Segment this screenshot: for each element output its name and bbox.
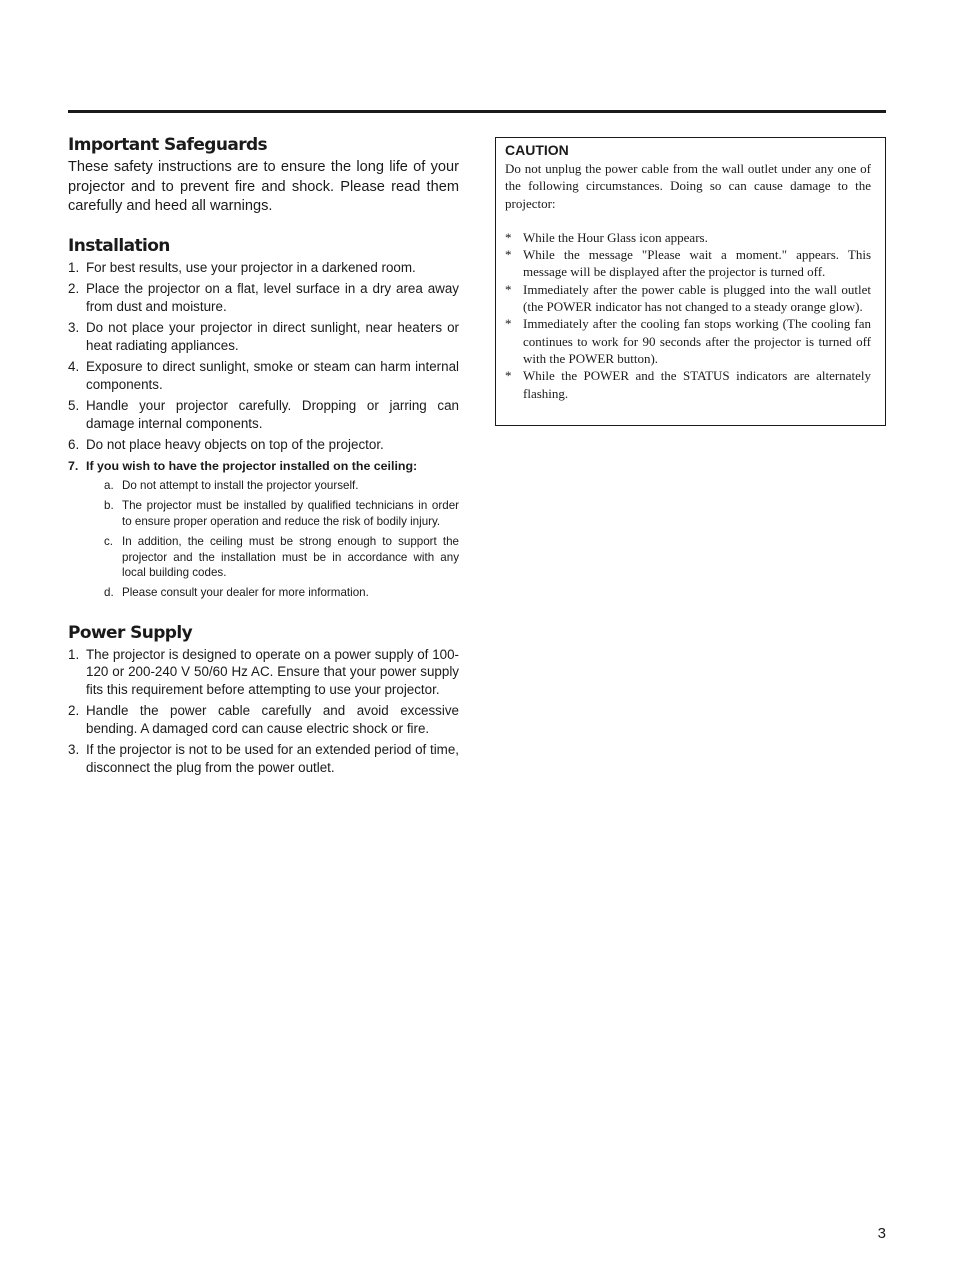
installation-item-6: 6. Do not place heavy objects on top of the projector. xyxy=(68,437,384,452)
important-safeguards-heading: Important Safeguards xyxy=(68,135,268,155)
installation-item-1: 1. For best results, use your projector in a darkened room. xyxy=(68,259,416,275)
caution-list xyxy=(505,229,871,402)
top-rule xyxy=(68,110,886,113)
caution-bullet-5: * While the POWER and the STATUS indicators are alternately flashing. xyxy=(505,368,871,401)
installation-item-7-ceiling: 7. If you wish to have the projector installed on the ceiling: a. Do not attempt to install the projector yourself. b. The projector must be installed by qualified technicians in order to ensure proper operation and reduce the risk of bodily injury. c. In addition, the ceiling must be strong enough to support the projector and the installation must be in accordance with any local building codes. d. Please consult your dealer for more information. xyxy=(68,458,459,600)
power-supply-list xyxy=(68,646,459,777)
safeguards-intro: These safety instructions are to ensure the long life of your projector and to prevent fire and shock. Please read them carefully and heed all warnings. xyxy=(68,159,459,214)
caution-bullet-1: * While the Hour Glass icon appears. xyxy=(505,229,708,245)
power-item-1: 1. The projector is designed to operate on a power supply of 100-120 or 200-240 V 50/60 Hz AC. Ensure that your power supply fits this requirement before attempting to use your projector. xyxy=(68,646,459,697)
ceiling-sublist xyxy=(86,478,459,601)
installation-item-5: 5. Handle your projector carefully. Dropping or jarring can damage internal components. xyxy=(68,398,459,431)
installation-item-2: 2. Place the projector on a flat, level surface in a dry area away from dust and moisture. xyxy=(68,281,459,314)
power-item-2: 2. Handle the power cable carefully and avoid excessive bending. A damaged cord can cause electric shock or fire. xyxy=(68,703,459,736)
caution-body: Do not unplug the power cable from the wall outlet under any one of the following circumstances. Doing so can cause damage to the projector: xyxy=(505,161,871,211)
ceiling-subitem-c: c. In addition, the ceiling must be strong enough to support the projector and the installation must be in accordance with any local building codes. xyxy=(104,535,459,580)
power-item-3: 3. If the projector is not to be used for an extended period of time, disconnect the plug from the power outlet. xyxy=(68,742,459,775)
installation-item-3: 3. Do not place your projector in direct sunlight, near heaters or heat radiating appliances. xyxy=(68,320,459,353)
caution-bullet-2: * While the message "Please wait a moment." appears. This message will be displayed after the projector is turned off. xyxy=(505,247,871,280)
page-number: 3 xyxy=(877,1225,886,1242)
ceiling-subitem-d: d. Please consult your dealer for more information. xyxy=(104,586,369,600)
left-column xyxy=(68,134,459,780)
caution-box xyxy=(495,137,886,426)
ceiling-subitem-a: a. Do not attempt to install the projector yourself. xyxy=(104,479,359,492)
caution-title: CAUTION xyxy=(505,142,569,158)
caution-bullet-3: * Immediately after the power cable is plugged into the wall outlet (the POWER indicator has not changed to a steady orange glow). xyxy=(505,281,871,315)
installation-heading: Installation xyxy=(68,235,170,256)
power-supply-section xyxy=(68,622,459,777)
installation-section xyxy=(68,235,459,601)
ceiling-subitem-b: b. The projector must be installed by qualified technicians in order to ensure proper operation and reduce the risk of bodily injury. xyxy=(104,499,459,528)
power-supply-heading: Power Supply xyxy=(68,622,193,643)
important-safeguards-section xyxy=(68,134,459,217)
installation-list xyxy=(68,259,459,601)
caution-bullet-4: * Immediately after the cooling fan stops working (The cooling fan continues to work for 90 seconds after the projector is turned off with the POWER button). xyxy=(505,316,871,366)
installation-item-4: 4. Exposure to direct sunlight, smoke or steam can harm internal components. xyxy=(68,359,459,392)
